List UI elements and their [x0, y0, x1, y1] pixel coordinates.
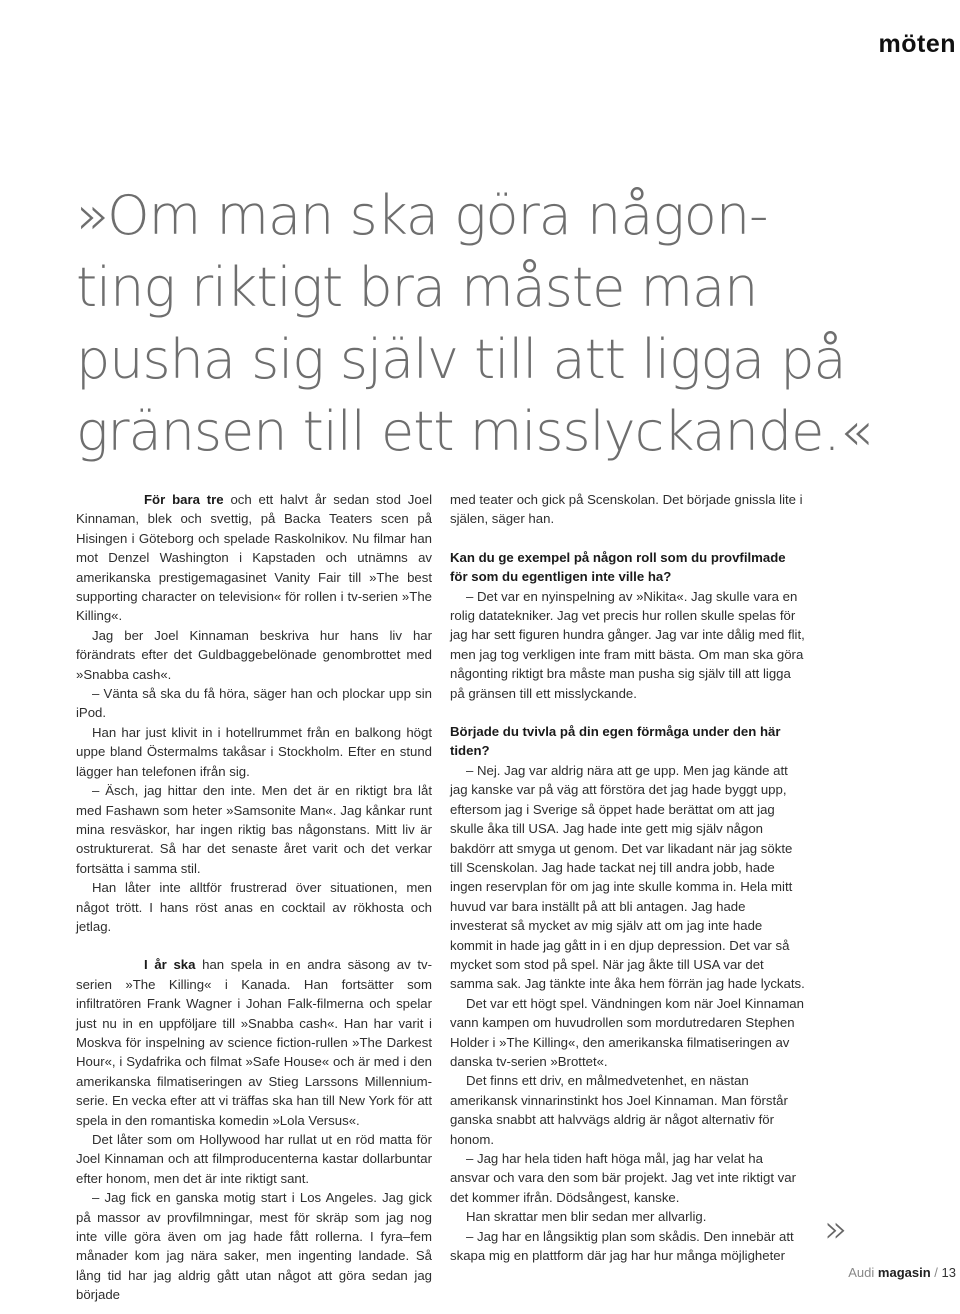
left-column	[76, 490, 432, 1305]
interview-answer: – Det var en nyinspelning av »Nikita«. Jag skulle vara en rolig datatekniker. Jag vet precis hur rollen skulle spelas för jag har sett figuren hundra gånger. Jag var inte dålig med flit, men jag tog verkligen inte fram mitt bästa. Om man ska göra någonting riktigt bra måste man pusha sig själv till att ligga på gränsen till ett misslyckande.	[450, 588, 805, 701]
paragraph: – Jag fick en ganska motig start i Los Angeles. Jag gick på massor av provfilmningar, mest för skräp som jag nog inte ville göra även om jag hade fått rollerna. I fyra–fem månader kom jag nära saker, men ingenting landade. Så lång tid har jag aldrig gått utan något att göra sedan jag började	[76, 1190, 432, 1303]
paragraph: – Jag har en långsiktig plan som skådis. Den innebär att skapa mig en plattform där jag har hur många möjligheter	[450, 1228, 794, 1264]
footer-separator: /	[934, 1265, 938, 1280]
pull-quote	[76, 180, 936, 468]
paragraph	[76, 490, 432, 626]
paragraph: Det var ett högt spel. Vändningen kom när Joel Kinnaman vann kampen om huvudrollen som mordutredaren Stephen Holder i »The Killing«, den amerikanska filmatiseringen av danska tv-serien »Brottet«.	[450, 995, 804, 1069]
paragraph: – Äsch, jag hittar den inte. Men det är en riktigt bra låt med Fashawn som heter »Samsonite Man«. Jag kånkar runt mina resväskor, har ingen riktig bas någonstans. Mitt liv är ostrukturerat. Så har det senaste året varit och det verkar fortsätta i samma stil.	[76, 783, 432, 876]
paragraph: – Jag har hela tiden haft höga mål, jag har velat ha ansvar och vara den som bär projekt. Jag vet inte riktigt var det kommer ifrån. Dödsångest, kanske.	[450, 1151, 796, 1205]
paragraph-text: han spela in en andra säsong av tv-serien »The Killing« i Kanada. Han fortsätter som infiltratören Frank Wagner i Johan Falk-filmerna och spelar just nu in en uppföljare till »Snabba cash«. Han har varit i Moskva för inspelning av science fiction-rullen »The Darkest Hour«, i Sydafrika och filmat »Safe House« och är med i den amerikanska filmatiseringen av Stieg Larssons Millennium-serie. En vecka efter att vi träffas ska han till New York för att spela in den romantiska komedin »Lola Versus«.	[76, 957, 432, 1128]
paragraph: Det låter som om Hollywood har rullat ut en röd matta för Joel Kinnaman och att filmproducenterna kastar dollarbuntar efter honom, men det är inte riktigt sant.	[76, 1132, 432, 1186]
right-column	[450, 490, 806, 1265]
paragraph: Jag ber Joel Kinnaman beskriva hur hans liv har förändrats efter det Guldbaggebelönade genombrottet med »Snabba cash«.	[76, 627, 432, 682]
interview-question: Började du tvivla på din egen förmåga under den här tiden?	[450, 724, 781, 759]
footer-brand: Audi	[848, 1265, 875, 1280]
paragraph: Han har just klivit in i hotellrummet från en balkong högt uppe bland Östermalms takåsar i Stockholm. Efter en stund lägger han telefonen ifrån sig.	[76, 724, 432, 779]
page-footer	[848, 1265, 956, 1280]
paragraph: – Vänta så ska du få höra, säger han och plockar upp sin iPod.	[76, 686, 432, 721]
footer-magazine: magasin	[877, 1265, 931, 1280]
pull-quote-line: ting riktigt bra måste man	[76, 256, 758, 319]
paragraph: Det finns ett driv, en målmedvetenhet, en nästan amerikansk vinnarinstinkt hos Joel Kinnaman. Man förstår ganska snabbt att halvvägs aldrig är något alternativ för honom.	[450, 1073, 788, 1147]
interview-answer: – Nej. Jag var aldrig nära att ge upp. Men jag kände att jag kanske var på väg att förstöra det jag hade byggt upp, eftersom jag i Sverige så öppet hade berättat om att jag skulle åka till USA. Jag hade inte gett mig själv någon bakdörr att smyga ut genom. Det var likadant när jag sökte till Scenskolan. Jag hade tackat nej till andra jobb, hade ingen reservplan för om jag inte skulle komma in. Hela mitt huvud var bara inställt på att bli antagen. Jag hade investerat så mycket av mig själv att om jag inte hade kommit in hade jag gått in i en djup depression. Det var så mycket som stod på spel. När jag åkte till USA var det samma sak. Jag tänkte inte åka hem förrän jag hade lyckats.	[450, 762, 805, 992]
paragraph-text: och ett halvt år sedan stod Joel Kinnaman, blek och svettig, på Backa Teaters scen på Hisingen i Göteborg och spelade Raskolnikov. Nu filmar han mot Denzel Washington i Kapstaden och utnämns av amerikanska prestigemagasinet Vanity Fair till »The best supporting character on television« för rollen i tv-serien »The Killing«.	[76, 492, 432, 624]
paragraph: med teater och gick på Scenskolan. Det började gnissla lite i själen, säger han.	[450, 492, 803, 527]
paragraph: Han skrattar men blir sedan mer allvarlig.	[466, 1209, 707, 1225]
pull-quote-line: gränsen till ett misslyckande.«	[76, 400, 872, 463]
lead-in: För bara tre	[144, 492, 224, 507]
pull-quote-line: »Om man ska göra någon-	[76, 184, 768, 247]
lead-in: I år ska	[144, 957, 196, 973]
interview-question: Kan du ge exempel på någon roll som du provfilmade för som du egentligen inte ville ha?	[450, 549, 786, 585]
section-tag: möten	[878, 30, 956, 58]
page-number: 13	[941, 1265, 956, 1280]
paragraph: Han låter inte alltför frustrerad över situationen, men något trött. I hans röst anas en cocktail av rökhosta och jetlag.	[76, 880, 432, 934]
continue-arrow-icon: »	[824, 1207, 848, 1251]
paragraph	[76, 955, 432, 1130]
pull-quote-line: pusha sig själv till att ligga på	[76, 328, 846, 391]
